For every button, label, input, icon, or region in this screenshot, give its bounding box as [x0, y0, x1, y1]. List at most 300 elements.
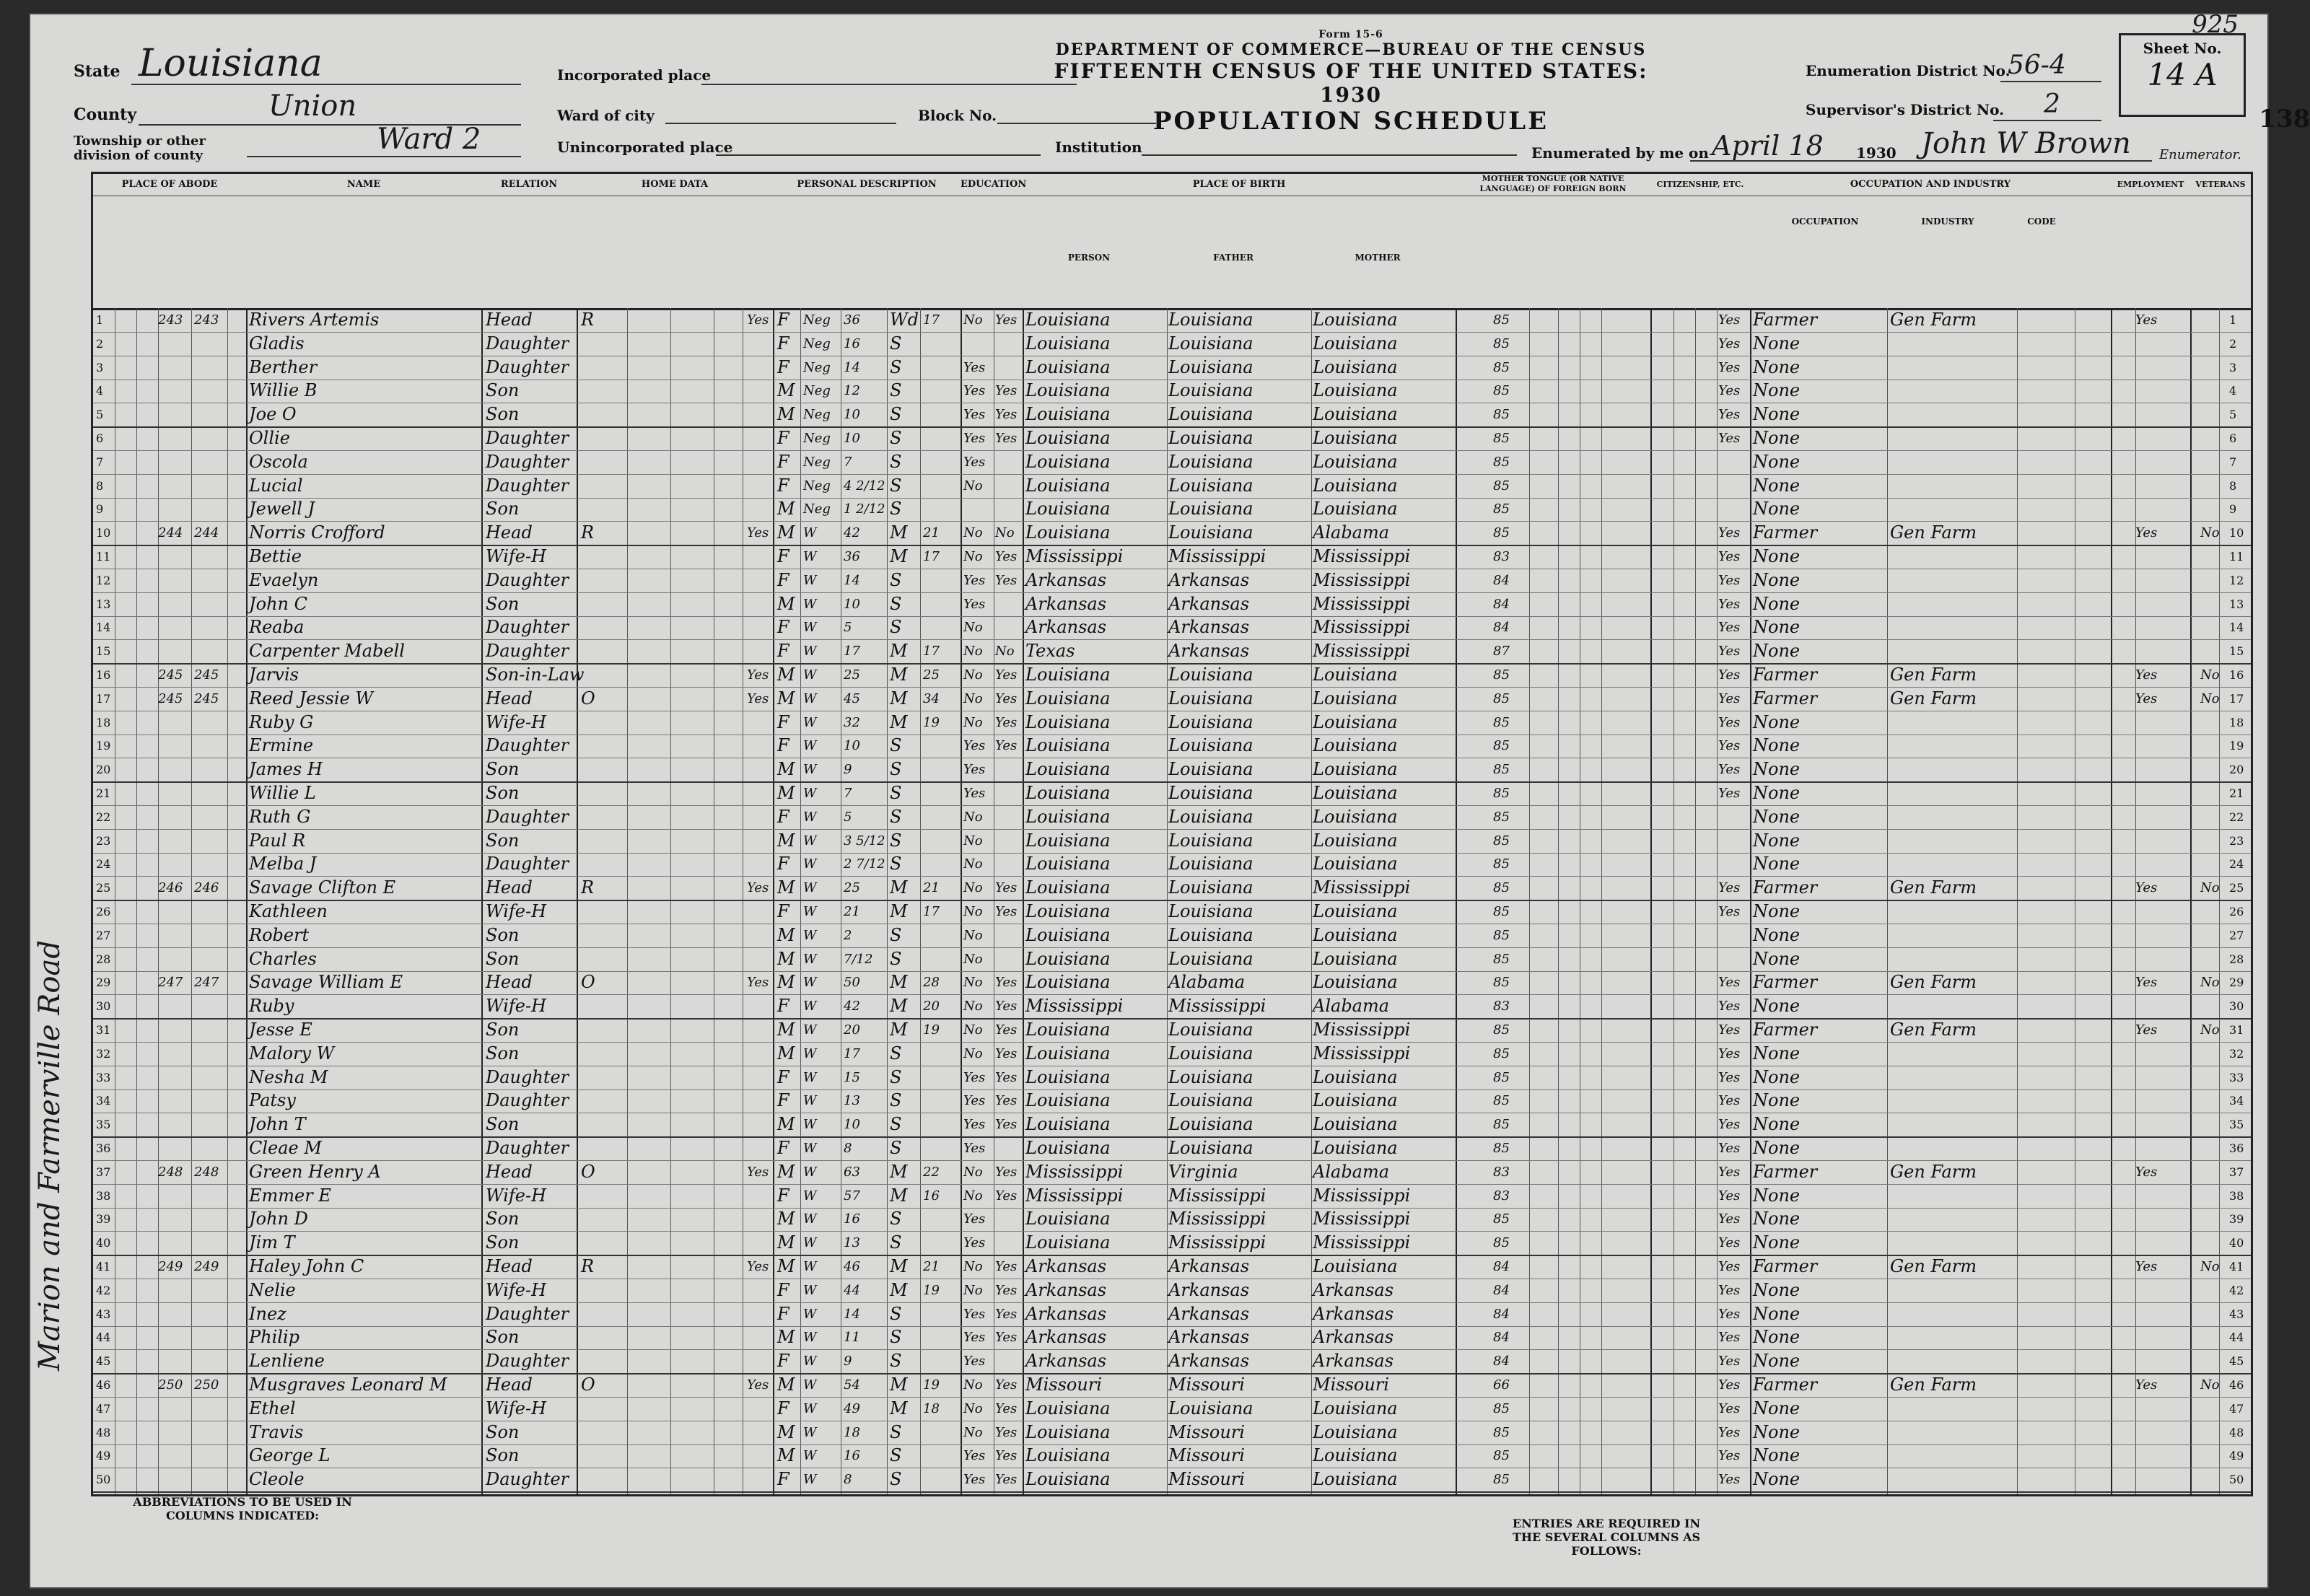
cell-bp: Louisiana — [1025, 924, 1111, 945]
line-number: 38 — [96, 1188, 111, 1203]
cell-read: Yes — [995, 667, 1018, 683]
cell-name: Willie B — [249, 380, 318, 401]
cell-fbp: Missouri — [1168, 1469, 1245, 1490]
cell-fbp: Arkansas — [1168, 1279, 1250, 1300]
cell-name: Norris Crofford — [249, 522, 385, 543]
cell-eng: Yes — [1718, 690, 1741, 706]
table-row — [93, 1184, 2251, 1209]
cell-home: R — [581, 522, 595, 543]
line-number-right: 40 — [2229, 1236, 2244, 1250]
cell-rel: Son — [486, 1421, 520, 1442]
cell-agem: 17 — [923, 904, 940, 919]
cell-eng: Yes — [1718, 1045, 1741, 1061]
cell-eng: Yes — [1718, 1424, 1741, 1440]
enumerated-date: April 18 — [1712, 130, 1824, 162]
cell-rel: Daughter — [486, 356, 569, 377]
supervisor-label: Supervisor's District No. — [1806, 101, 2005, 118]
table-row — [93, 829, 2251, 854]
line-number: 42 — [96, 1283, 111, 1297]
cell-mar: S — [890, 1351, 902, 1372]
cell-agem: 19 — [923, 1022, 940, 1038]
cell-rel: Daughter — [486, 1090, 569, 1111]
cell-age: 7 — [844, 454, 852, 470]
cell-race: W — [803, 1022, 817, 1038]
cell-mbp: Louisiana — [1313, 1421, 1398, 1442]
line-number: 30 — [96, 999, 111, 1014]
street-name: Marion and Farmerville Road — [33, 940, 66, 1371]
cell-age: 12 — [844, 383, 860, 399]
cell-code: 85 — [1493, 809, 1510, 825]
line-number: 21 — [96, 786, 111, 800]
cell-eng: Yes — [1718, 1235, 1741, 1251]
cell-code: 83 — [1493, 1188, 1510, 1203]
cell-race: W — [803, 904, 817, 919]
line-number-right: 46 — [2229, 1378, 2244, 1392]
cell-occ: None — [1753, 1043, 1801, 1064]
cell-mbp: Mississippi — [1313, 546, 1411, 566]
cell-fbp: Louisiana — [1168, 688, 1254, 709]
line-number-right: 38 — [2229, 1188, 2244, 1203]
table-row — [93, 876, 2251, 901]
cell-rel: Head — [486, 310, 533, 330]
cell-race: W — [803, 1377, 817, 1393]
cell-name: Ruby G — [249, 711, 314, 732]
unincorporated-label: Unincorporated place — [557, 139, 733, 156]
cell-code: 83 — [1493, 549, 1510, 564]
cell-mar: M — [890, 546, 908, 566]
cell-bp: Louisiana — [1025, 665, 1111, 685]
line-number-right: 24 — [2229, 857, 2244, 872]
cell-bp: Louisiana — [1025, 1090, 1111, 1111]
cell-occ: None — [1753, 806, 1801, 827]
cell-eng: Yes — [1718, 1211, 1741, 1227]
cell-read: No — [995, 525, 1015, 541]
cell-sex: F — [777, 356, 789, 377]
cell-emp: Yes — [2135, 1377, 2158, 1393]
cell-mar: Wd — [890, 310, 919, 330]
cell-sex: M — [777, 1327, 795, 1348]
cell-age: 10 — [844, 596, 860, 612]
cell-mar: M — [890, 1020, 908, 1040]
cell-name: Jarvis — [249, 665, 299, 685]
cell-race: W — [803, 1093, 817, 1109]
line-number-right: 13 — [2229, 597, 2244, 611]
cell-mar: M — [890, 1256, 908, 1276]
table-row — [93, 663, 2251, 688]
line-number: 28 — [96, 952, 111, 966]
cell-race: W — [803, 620, 817, 636]
cell-occ: Farmer — [1753, 1256, 1818, 1276]
cell-sch: Yes — [963, 1211, 986, 1227]
county-value: Union — [268, 89, 357, 123]
cell-occ: None — [1753, 593, 1801, 614]
cell-occ: None — [1753, 996, 1801, 1017]
cell-eng: Yes — [1718, 1354, 1741, 1369]
line-number-right: 4 — [2229, 384, 2237, 398]
cell-fbp: Louisiana — [1168, 830, 1254, 851]
cell-name: Savage Clifton E — [249, 877, 396, 898]
line-number-right: 34 — [2229, 1094, 2244, 1108]
cell-bp: Louisiana — [1025, 901, 1111, 921]
cell-bp: Mississippi — [1025, 546, 1124, 566]
cell-sex: F — [777, 475, 789, 496]
cell-read: Yes — [995, 383, 1018, 399]
cell-name: Kathleen — [249, 901, 328, 921]
cell-fbp: Louisiana — [1168, 1043, 1254, 1064]
cell-sch: Yes — [963, 431, 986, 446]
line-number: 8 — [96, 478, 104, 493]
cell-mbp: Louisiana — [1313, 1256, 1398, 1276]
cell-mar: S — [890, 1469, 902, 1490]
line-number-right: 47 — [2229, 1401, 2244, 1416]
cell-agem: 17 — [923, 312, 940, 328]
cell-age: 13 — [844, 1093, 860, 1109]
cell-mar: S — [890, 1303, 902, 1324]
street-name-margin — [33, 736, 91, 1385]
schedule-title: POPULATION SCHEDULE — [1152, 107, 1549, 136]
col-mother: MOTHER — [1355, 253, 1401, 263]
cell-sch: No — [963, 1259, 983, 1274]
cell-mbp: Louisiana — [1313, 1066, 1398, 1087]
abbreviations-title: ABBREVIATIONS TO BE USED IN COLUMNS INDICATED: — [133, 1495, 352, 1522]
cell-bp: Arkansas — [1025, 617, 1107, 638]
cell-sch: Yes — [963, 762, 986, 778]
cell-read: Yes — [995, 1282, 1018, 1298]
line-number-right: 19 — [2229, 739, 2244, 753]
cell-mbp: Mississippi — [1313, 1043, 1411, 1064]
cell-agem: 19 — [923, 1377, 940, 1393]
cell-sch: No — [963, 880, 983, 896]
table-row — [93, 403, 2251, 428]
cell-sch: Yes — [963, 786, 986, 801]
cell-rel: Wife-H — [486, 546, 547, 566]
cell-race: W — [803, 1141, 817, 1156]
group-veterans: VETERANS — [2190, 174, 2251, 196]
cell-eng: Yes — [1718, 1282, 1741, 1298]
cell-fam: 245 — [194, 667, 219, 683]
line-number: 48 — [96, 1425, 111, 1439]
cell-sch: No — [963, 904, 983, 919]
cell-radio: Yes — [747, 312, 769, 328]
cell-mar: M — [890, 711, 908, 732]
cell-sch: No — [963, 1400, 983, 1416]
cell-age: 3 5/12 — [844, 833, 885, 849]
cell-bp: Louisiana — [1025, 1232, 1111, 1253]
cell-bp: Louisiana — [1025, 1398, 1111, 1419]
cell-occ: None — [1753, 1469, 1801, 1490]
cell-age: 42 — [844, 999, 860, 1014]
cell-mar: M — [890, 1161, 908, 1182]
cell-name: Berther — [249, 356, 318, 377]
col-father: FATHER — [1213, 253, 1254, 263]
cell-vet: No — [2200, 525, 2220, 541]
line-number: 49 — [96, 1449, 111, 1463]
cell-sch: Yes — [963, 1306, 986, 1322]
cell-sex: F — [777, 641, 789, 662]
cell-sch: No — [963, 1022, 983, 1038]
line-number-right: 10 — [2229, 526, 2244, 540]
cell-vet: No — [2200, 1022, 2220, 1038]
cell-name: James H — [249, 759, 323, 780]
cell-sch: No — [963, 312, 983, 328]
cell-bp: Arkansas — [1025, 569, 1107, 590]
cell-rel: Wife-H — [486, 1185, 547, 1206]
table-row — [93, 852, 2251, 877]
cell-sch: No — [963, 856, 983, 872]
table-row — [93, 1136, 2251, 1161]
line-number-right: 44 — [2229, 1330, 2244, 1345]
cell-mar: M — [890, 641, 908, 662]
cell-sex: M — [777, 522, 795, 543]
cell-fam: 244 — [194, 525, 219, 541]
cell-sch: No — [963, 525, 983, 541]
cell-bp: Louisiana — [1025, 310, 1111, 330]
line-number: 23 — [96, 833, 111, 848]
cell-age: 44 — [844, 1282, 860, 1298]
cell-sch: Yes — [963, 407, 986, 423]
line-number-right: 49 — [2229, 1449, 2244, 1463]
cell-fbp: Arkansas — [1168, 1327, 1250, 1348]
cell-rel: Daughter — [486, 1066, 569, 1087]
cell-fbp: Arkansas — [1168, 641, 1250, 662]
cell-bp: Louisiana — [1025, 1138, 1111, 1158]
cell-occ: Farmer — [1753, 522, 1818, 543]
cell-age: 2 7/12 — [844, 856, 885, 872]
cell-code: 85 — [1493, 738, 1510, 754]
cell-fbp: Alabama — [1168, 972, 1246, 993]
cell-age: 25 — [844, 880, 860, 896]
cell-occ: None — [1753, 1303, 1801, 1324]
cell-name: Travis — [249, 1421, 304, 1442]
cell-code: 85 — [1493, 667, 1510, 683]
cell-read: Yes — [995, 1093, 1018, 1109]
cell-mar: S — [890, 948, 902, 969]
cell-race: Neg — [803, 359, 831, 375]
cell-sex: F — [777, 1138, 789, 1158]
cell-fbp: Louisiana — [1168, 1114, 1254, 1135]
cell-mbp: Mississippi — [1313, 1185, 1411, 1206]
cell-occ: Farmer — [1753, 1020, 1818, 1040]
cell-mbp: Mississippi — [1313, 877, 1411, 898]
cell-eng: Yes — [1718, 407, 1741, 423]
cell-ind: Gen Farm — [1890, 522, 1977, 543]
cell-name: Philip — [249, 1327, 299, 1348]
cell-mar: S — [890, 1327, 902, 1348]
cell-sex: F — [777, 1090, 789, 1111]
line-number: 13 — [96, 597, 111, 611]
cell-code: 85 — [1493, 1093, 1510, 1109]
cell-eng: Yes — [1718, 1188, 1741, 1203]
cell-occ: None — [1753, 1279, 1801, 1300]
supervisor-value: 2 — [2044, 89, 2060, 119]
cell-fam: 249 — [194, 1259, 219, 1274]
cell-race: W — [803, 1164, 817, 1180]
cell-mar: S — [890, 356, 902, 377]
cell-code: 84 — [1493, 1282, 1510, 1298]
cell-occ: None — [1753, 1232, 1801, 1253]
line-number-right: 17 — [2229, 691, 2244, 706]
cell-bp: Louisiana — [1025, 333, 1111, 354]
cell-fbp: Arkansas — [1168, 1351, 1250, 1372]
cell-mbp: Louisiana — [1313, 310, 1398, 330]
cell-sch: No — [963, 1424, 983, 1440]
cell-mar: M — [890, 1185, 908, 1206]
cell-name: Cleole — [249, 1469, 305, 1490]
cell-mar: M — [890, 688, 908, 709]
cell-mbp: Alabama — [1313, 1161, 1390, 1182]
cell-code: 85 — [1493, 383, 1510, 399]
cell-agem: 21 — [923, 1259, 940, 1274]
line-number: 43 — [96, 1307, 111, 1321]
cell-rel: Wife-H — [486, 1279, 547, 1300]
cell-eng: Yes — [1718, 738, 1741, 754]
cell-mar: S — [890, 759, 902, 780]
cell-radio: Yes — [747, 525, 769, 541]
cell-mar: S — [890, 499, 902, 519]
cell-fbp: Louisiana — [1168, 1066, 1254, 1087]
line-number-right: 22 — [2229, 810, 2244, 824]
cell-mar: M — [890, 901, 908, 921]
cell-ind: Gen Farm — [1890, 310, 1977, 330]
cell-race: Neg — [803, 431, 831, 446]
cell-code: 85 — [1493, 1424, 1510, 1440]
cell-fbp: Louisiana — [1168, 522, 1254, 543]
cell-race: W — [803, 809, 817, 825]
table-row — [93, 687, 2251, 711]
cell-sch: No — [963, 975, 983, 991]
cell-eng: Yes — [1718, 1259, 1741, 1274]
cell-occ: None — [1753, 854, 1801, 874]
cell-name: Joe O — [249, 404, 297, 425]
cell-mbp: Louisiana — [1313, 783, 1398, 803]
cell-occ: None — [1753, 1066, 1801, 1087]
cell-sex: F — [777, 1398, 789, 1419]
cell-rel: Head — [486, 972, 533, 993]
cell-mbp: Louisiana — [1313, 735, 1398, 756]
line-number: 11 — [96, 550, 111, 564]
cell-eng: Yes — [1718, 620, 1741, 636]
cell-bp: Louisiana — [1025, 877, 1111, 898]
cell-read: Yes — [995, 1330, 1018, 1346]
cell-name: John D — [249, 1209, 308, 1229]
cell-fbp: Louisiana — [1168, 1138, 1254, 1158]
cell-race: W — [803, 525, 817, 541]
table-row — [93, 1279, 2251, 1303]
line-number: 2 — [96, 336, 104, 351]
cell-read: Yes — [995, 431, 1018, 446]
cell-ind: Gen Farm — [1890, 1374, 1977, 1395]
entries-required-title: ENTRIES ARE REQUIRED IN THE SEVERAL COLUMNS AS FOLLOWS: — [1512, 1517, 1701, 1558]
cell-mar: S — [890, 1090, 902, 1111]
cell-age: 10 — [844, 431, 860, 446]
sheet-number-box — [2119, 33, 2310, 133]
cell-ind: Gen Farm — [1890, 877, 1977, 898]
table-row — [93, 734, 2251, 758]
group-education: EDUCATION — [961, 174, 1023, 196]
table-row — [93, 1302, 2251, 1327]
cell-sex: F — [777, 451, 789, 472]
cell-fbp: Missouri — [1168, 1374, 1245, 1395]
cell-read: Yes — [995, 880, 1018, 896]
cell-age: 14 — [844, 572, 860, 588]
cell-code: 85 — [1493, 407, 1510, 423]
census-sheet — [29, 10, 2310, 1589]
cell-sch: Yes — [963, 1141, 986, 1156]
cell-eng: Yes — [1718, 904, 1741, 919]
cell-occ: None — [1753, 404, 1801, 425]
line-number: 46 — [96, 1378, 111, 1392]
cell-mbp: Mississippi — [1313, 569, 1411, 590]
cell-home: R — [581, 310, 595, 330]
cell-age: 18 — [844, 1424, 860, 1440]
line-number-right: 26 — [2229, 905, 2244, 918]
cell-eng: Yes — [1718, 1069, 1741, 1085]
cell-rel: Head — [486, 1161, 533, 1182]
cell-race: W — [803, 1069, 817, 1085]
cell-mbp: Mississippi — [1313, 617, 1411, 638]
cell-name: Melba J — [249, 854, 317, 874]
cell-vet: No — [2200, 1377, 2220, 1393]
cell-emp: Yes — [2135, 1164, 2158, 1180]
table-row — [93, 1349, 2251, 1374]
line-number: 47 — [96, 1401, 111, 1416]
cell-name: Jewell J — [249, 499, 315, 519]
cell-bp: Louisiana — [1025, 1020, 1111, 1040]
cell-age: 7/12 — [844, 951, 873, 967]
cell-race: Neg — [803, 454, 831, 470]
cell-age: 10 — [844, 407, 860, 423]
cell-occ: Farmer — [1753, 1374, 1818, 1395]
cell-code: 85 — [1493, 690, 1510, 706]
cell-bp: Louisiana — [1025, 1469, 1111, 1490]
form-number: Form 15-6 — [1318, 29, 1383, 40]
cell-bp: Louisiana — [1025, 1114, 1111, 1135]
cell-radio: Yes — [747, 667, 769, 683]
cell-race: W — [803, 1424, 817, 1440]
cell-eng: Yes — [1718, 1472, 1741, 1488]
table-row — [93, 426, 2251, 451]
cell-bp: Arkansas — [1025, 1279, 1107, 1300]
cell-dw: 243 — [158, 312, 183, 328]
cell-sex: M — [777, 688, 795, 709]
line-number-right: 11 — [2229, 550, 2244, 564]
footer — [91, 1495, 2249, 1580]
cell-code: 85 — [1493, 786, 1510, 801]
line-number: 22 — [96, 810, 111, 824]
cell-home: O — [581, 1374, 595, 1395]
cell-eng: Yes — [1718, 1377, 1741, 1393]
cell-sex: F — [777, 1185, 789, 1206]
cell-mbp: Arkansas — [1313, 1351, 1394, 1372]
cell-mbp: Louisiana — [1313, 1398, 1398, 1419]
cell-sex: M — [777, 924, 795, 945]
cell-agem: 34 — [923, 690, 940, 706]
cell-fbp: Louisiana — [1168, 310, 1254, 330]
cell-age: 10 — [844, 1117, 860, 1133]
cell-eng: Yes — [1718, 667, 1741, 683]
table-row — [93, 615, 2251, 640]
table-row — [93, 970, 2251, 995]
cell-eng: Yes — [1718, 383, 1741, 399]
cell-sch: No — [963, 809, 983, 825]
cell-mar: S — [890, 783, 902, 803]
cell-bp: Mississippi — [1025, 1161, 1124, 1182]
cell-rel: Daughter — [486, 333, 569, 354]
line-number: 24 — [96, 857, 111, 872]
cell-mbp: Louisiana — [1313, 404, 1398, 425]
cell-age: 9 — [844, 762, 852, 778]
cell-bp: Louisiana — [1025, 1043, 1111, 1064]
